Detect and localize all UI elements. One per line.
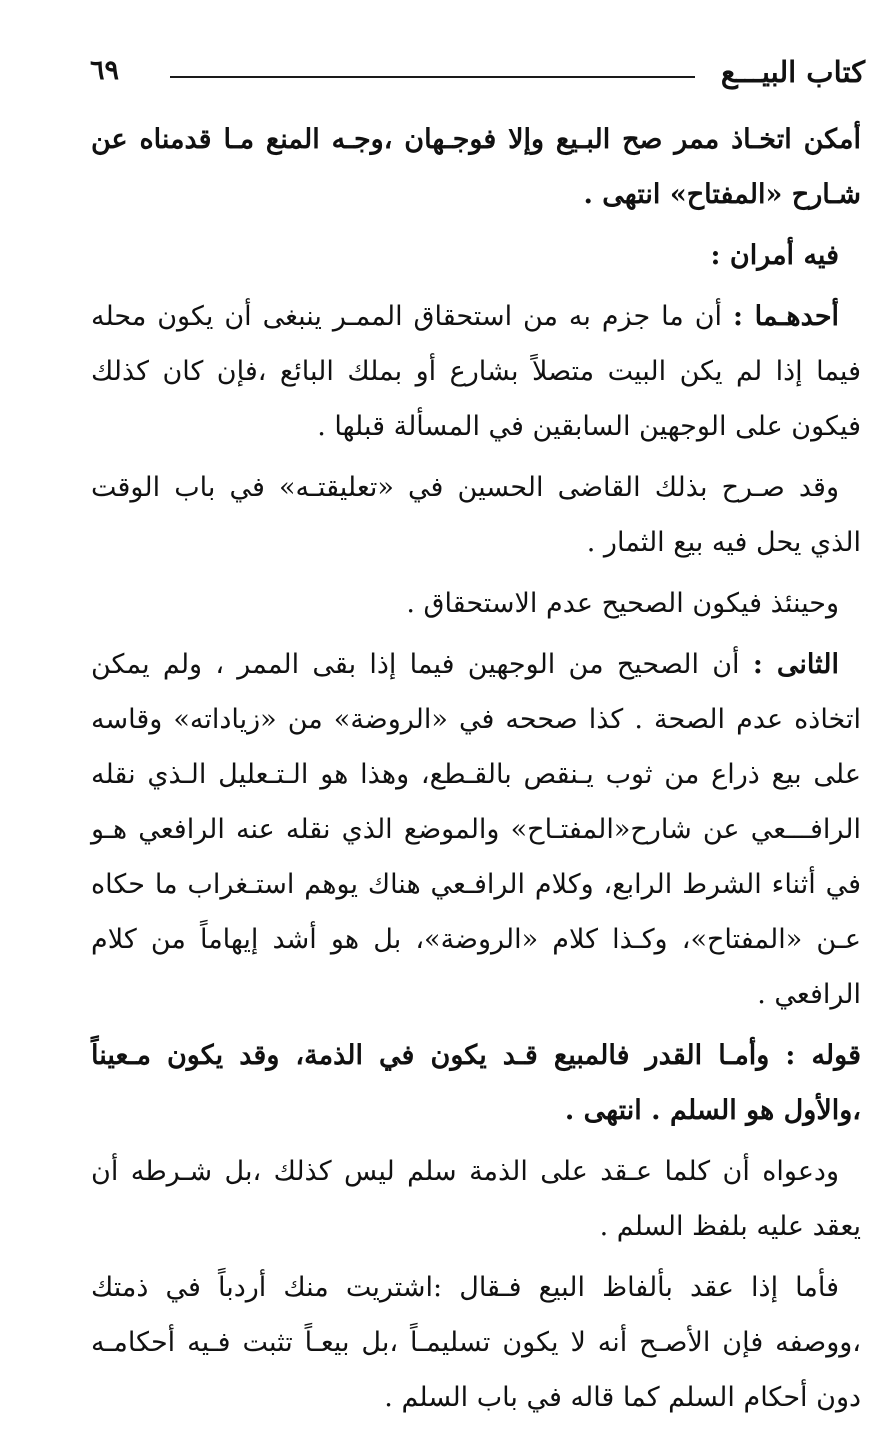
page-number: ٦٩ <box>90 55 120 86</box>
paragraph-6-lead: الثانى : <box>752 649 839 680</box>
paragraph-1: أمكن اتخـاذ ممر صح البـيع وإلا فوجـهان ،وجـه المنع مـا قدمناه عن شـارح «المفتاح» انتهى . <box>91 124 861 210</box>
paragraph-5: وحينئذ فيكون الصحيح عدم الاستحقاق . <box>406 588 839 619</box>
paragraph-3-text: أن ما جزم به من استحقاق الممـر ينبغى أن يكون محله فيما إذا لم يكن البيت متصلاً بشارع أو بملك البائع ،فإن كان كذلك فيكون على الوجهين السابقين في المسألة قبلها . <box>91 301 861 442</box>
paragraph-6-text: أن الصحيح من الوجهين فيما إذا بقى الممر ، ولم يمكن اتخاذه عدم الصحة . كذا صححه في «الروضة» من «زياداته» وقاسه على بيع ذراع من ثوب يـنقص بالقـطع، وهذا هو الـتـعليل الـذي نقله الرافـــعي عن شارح«المفتـاح» والموضع الذي نقله عنه الرافعي هـو في أثناء الشرط الرابع، وكلام الرافـعي هناك يوهم استـغراب ما حكاه عـن «المفتاح»، وكـذا كلام «الروضة»، بل هو أشد إيهاماً من كلام الرافعي . <box>91 649 861 1010</box>
page-header <box>90 55 865 95</box>
paragraph-7: قوله : وأمـا القدر فالمبيع قـد يكون في الذمة، وقد يكون مـعيناً ،والأول هو السلم . انتهى . <box>91 1040 861 1126</box>
paragraph-3-lead: أحدهـما : <box>732 301 840 332</box>
running-title: كتاب البيـــع <box>720 55 865 89</box>
paragraph-8: ودعواه أن كلما عـقد على الذمة سلم ليس كذلك ،بل شـرطه أن يعقد عليه بلفظ السلم . <box>91 1156 861 1242</box>
paragraph-9: فأما إذا عقد بألفاظ البيع فـقال :اشتريت منك أردباً في ذمتك ،ووصفه فإن الأصـح أنه لا يكون تسليمـاً ،بل بيعـاً تثبت فـيه أحكامـه دون أحكام السلم كما قاله في باب السلم . <box>91 1272 861 1413</box>
paragraph-4: وقد صـرح بذلك القاضى الحسين في «تعليقتـه» في باب الوقت الذي يحل فيه بيع الثمار . <box>91 472 861 558</box>
paragraph-6 <box>91 637 861 1022</box>
paragraph-2: فيه أمران : <box>710 240 839 271</box>
header-rule <box>170 76 695 78</box>
page-body <box>91 112 861 1431</box>
paragraph-3 <box>91 289 861 454</box>
